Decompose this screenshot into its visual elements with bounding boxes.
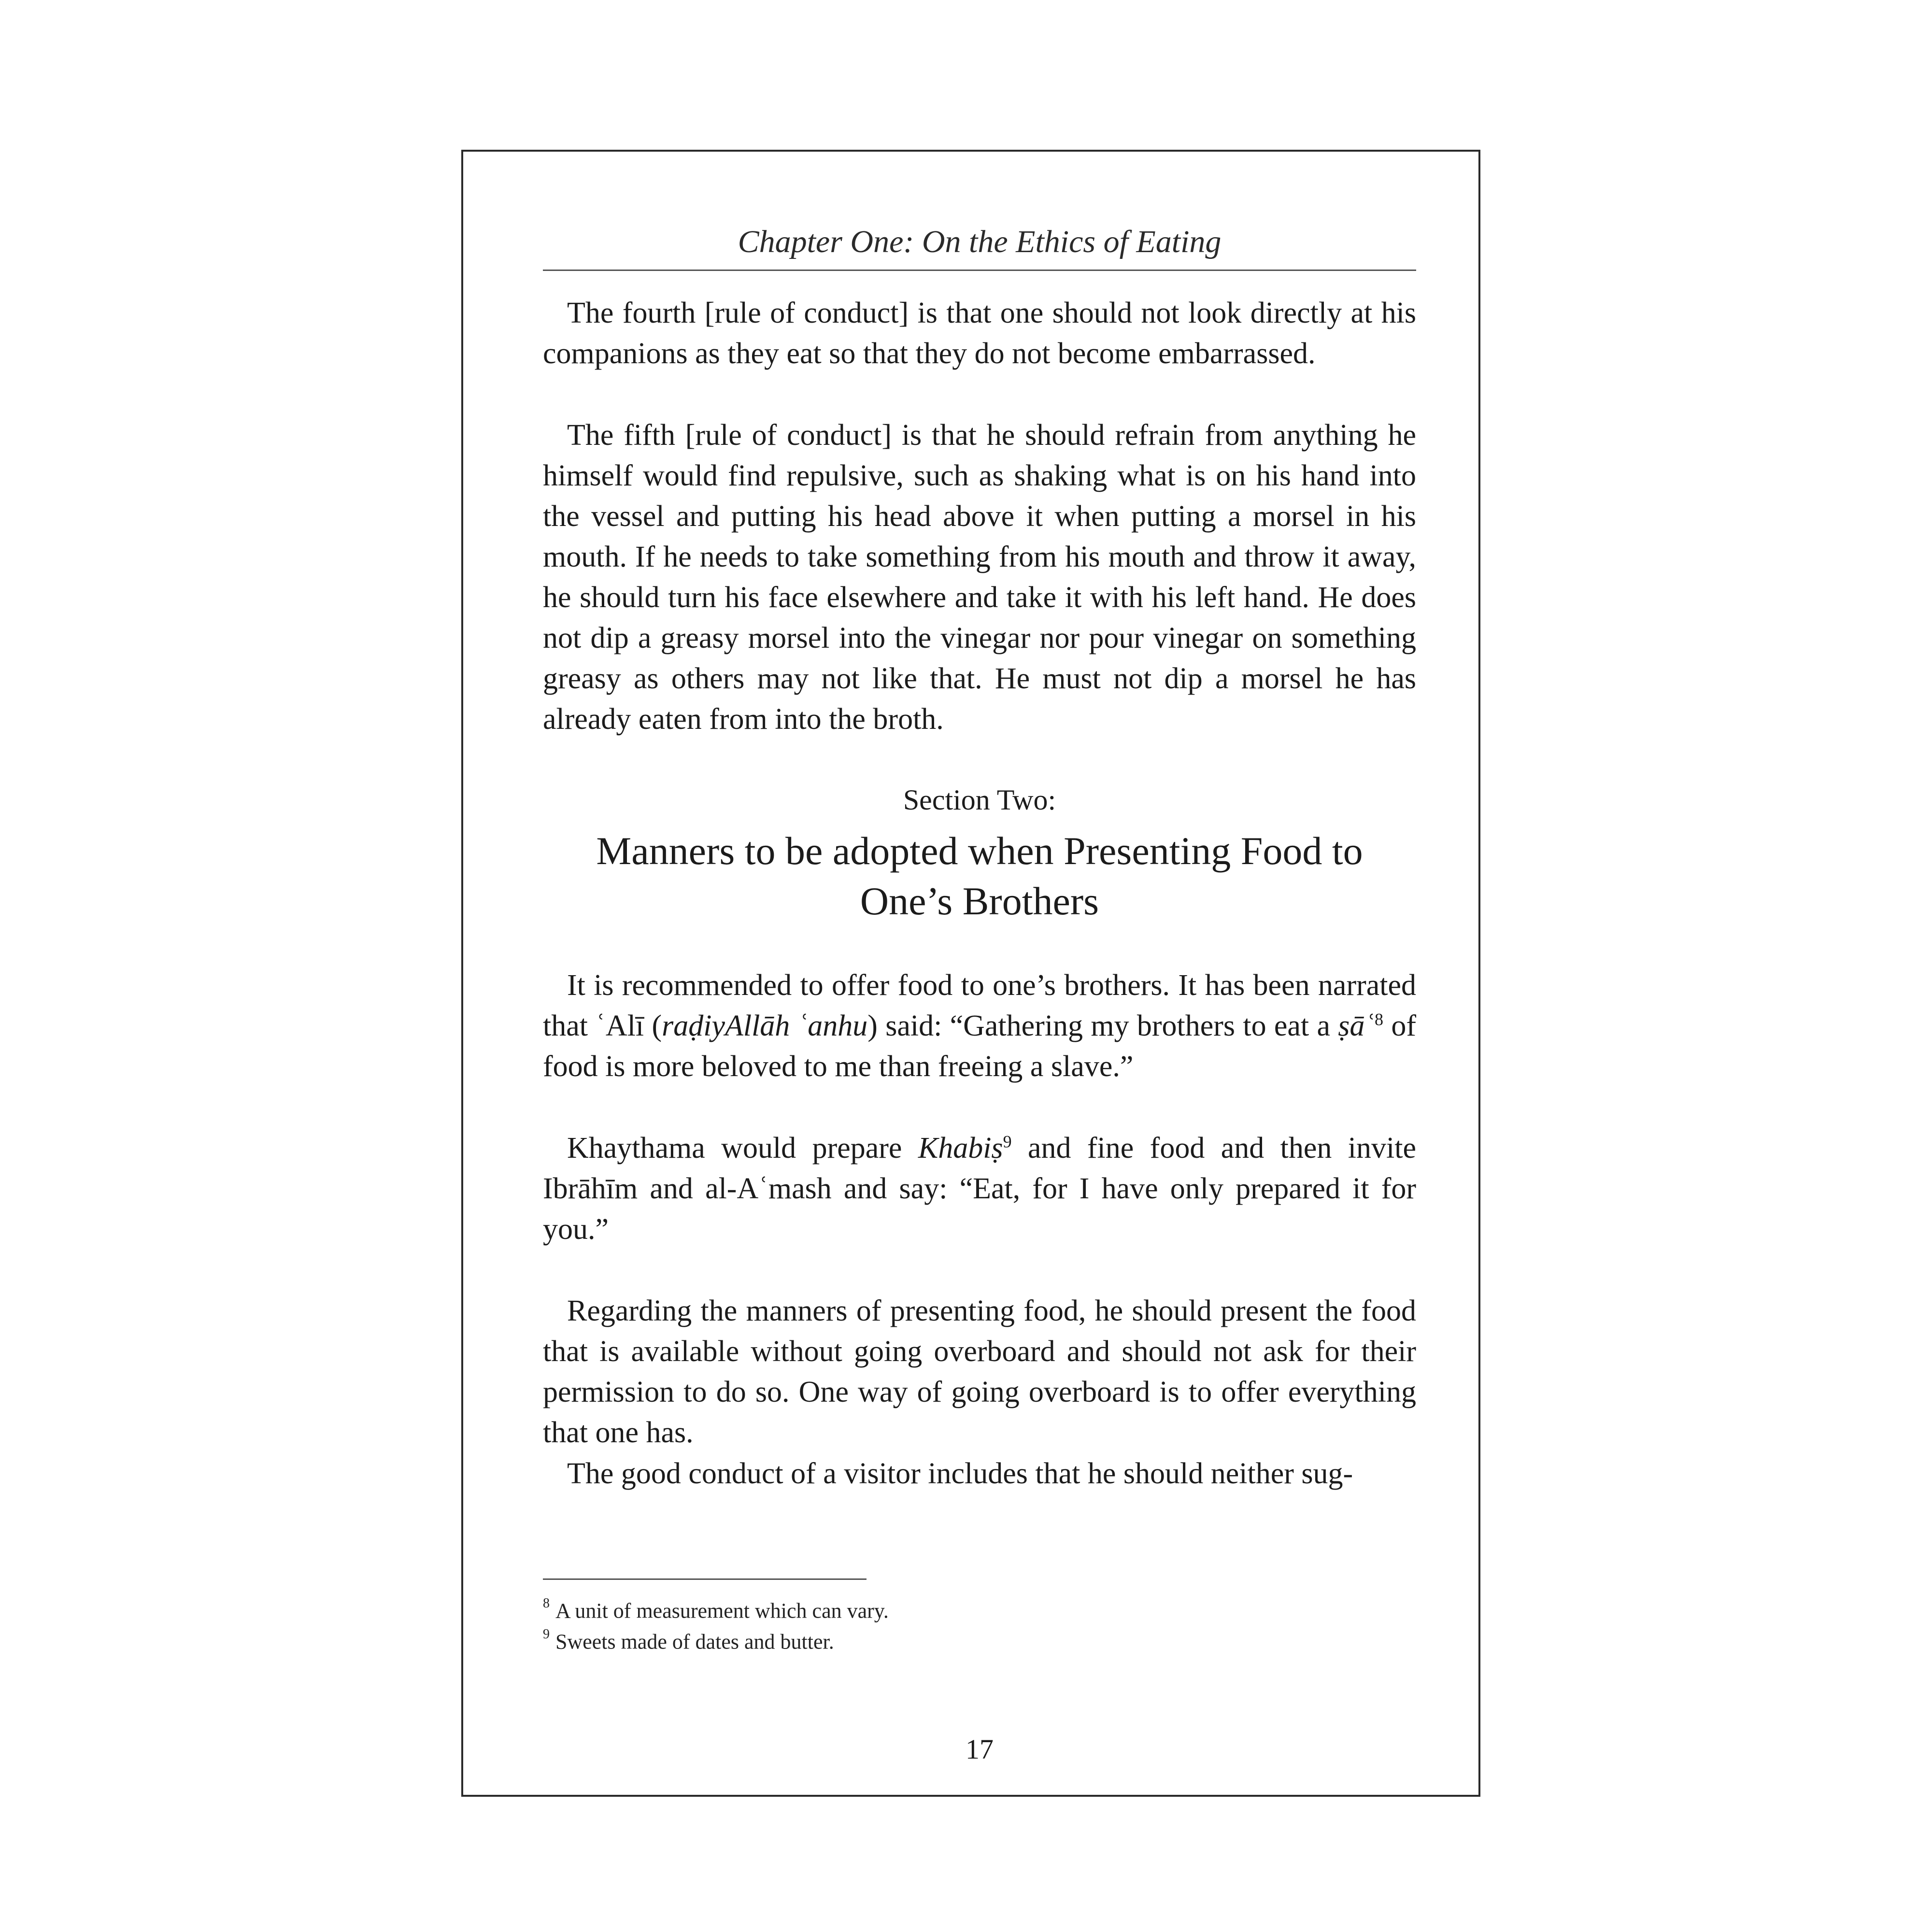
footnote-9: [543, 1623, 1416, 1657]
paragraph-text: ) said: “Gathering my brothers to eat a: [867, 1009, 1338, 1042]
honorific-italic: raḍiyAllāh ʿanhu: [662, 1009, 868, 1042]
paragraph-khaythama: [543, 1128, 1416, 1250]
paragraph-text: It is recommended to offer food to one’s brothers. It has been narrated that ʿAlī (: [543, 969, 1416, 1042]
term-italic: ṣāʿ: [1338, 1009, 1375, 1042]
section-title: [543, 826, 1416, 926]
footnote-rule: [543, 1578, 867, 1580]
paragraph-visitor-conduct: The good conduct of a visitor includes that he should neither sug-: [567, 1457, 1353, 1490]
paragraph-fifth-rule: The fifth [rule of conduct] is that he should refrain from anything he himself would find repulsive, such as shaking what is on his hand into the vessel and putting his head above it when putting a morsel in his mouth. If he needs to take something from his mouth and throw it away, he should turn his face elsewhere and take it with his left hand. He does not dip a greasy morsel into the vinegar nor pour vinegar on something greasy as others may not like that. He must not dip a morsel he has already eaten from into the broth.: [543, 419, 1416, 736]
footnote-text: A unit of measurement which can vary.: [555, 1599, 889, 1623]
section-title-line-2: One’s Brothers: [860, 879, 1099, 923]
book-page: [461, 150, 1480, 1797]
section-label: Section Two:: [903, 784, 1056, 816]
term-italic: Khabiṣ: [918, 1132, 1003, 1165]
paragraph-presenting-manners: Regarding the manners of presenting food, he should present the food that is available without going overboard and should not ask for their permission to do so. One way of going overboard is to offer everything that one has.: [543, 1294, 1416, 1449]
running-head: Chapter One: On the Ethics of Eating: [738, 224, 1222, 259]
footnote-8: [543, 1592, 1416, 1626]
paragraph-text: and fine food and then invite Ibrāhīm and al-Aʿmash and say: “Eat, for I have only prepared it for you.”: [543, 1132, 1416, 1246]
page-number: 17: [966, 1733, 994, 1765]
footnote-ref-8[interactable]: 8: [1375, 1009, 1384, 1029]
paragraph-offering-food: [543, 965, 1416, 1087]
paragraph-text: Khaythama would prepare: [567, 1132, 918, 1165]
header-rule: [543, 270, 1416, 271]
paragraph-fourth-rule: The fourth [rule of conduct] is that one should not look directly at his companions as they eat so that they do not become embarrassed.: [543, 297, 1416, 370]
footnote-mark: 8: [543, 1596, 550, 1611]
footnote-ref-9[interactable]: 9: [1003, 1132, 1012, 1151]
footnote-mark: 9: [543, 1627, 550, 1642]
section-title-line-1: Manners to be adopted when Presenting Food to: [596, 829, 1363, 873]
footnote-text: Sweets made of dates and butter.: [555, 1630, 834, 1654]
paragraph-text: of food is more beloved to me than freeing a slave.”: [543, 1009, 1416, 1083]
